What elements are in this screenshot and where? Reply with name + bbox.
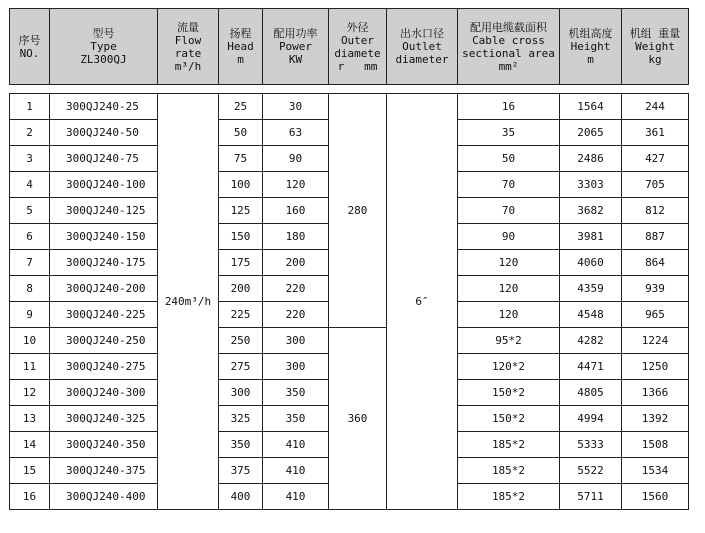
unit-weight-cell: 244: [622, 94, 689, 120]
unit-height-cell: 3303: [560, 172, 622, 198]
header-head-zh: 扬程: [229, 27, 252, 40]
head-cell: 200: [219, 276, 263, 302]
unit-height-cell: 4805: [560, 380, 622, 406]
head-cell: 25: [219, 94, 263, 120]
unit-height-cell: 4548: [560, 302, 622, 328]
header-height-zh: 机组高度: [568, 27, 613, 40]
unit-height-cell: 4060: [560, 250, 622, 276]
header-flow-unit: m³/h: [174, 59, 202, 73]
unit-weight-cell: 965: [622, 302, 689, 328]
header-type-en: Type: [90, 40, 117, 53]
table-row: [10, 328, 689, 354]
head-cell: 325: [219, 406, 263, 432]
power-cell: 410: [263, 484, 329, 510]
header-weight-unit: kg: [648, 53, 662, 66]
unit-height-cell: 4994: [560, 406, 622, 432]
model-cell: 300QJ240-225: [50, 302, 158, 328]
power-cell: 200: [263, 250, 329, 276]
row-number-cell: 1: [10, 94, 50, 120]
model-cell: 300QJ240-75: [50, 146, 158, 172]
model-cell: 300QJ240-200: [50, 276, 158, 302]
header-cable-zh: 配用电缆截面积: [470, 20, 547, 34]
header-cable-unit: mm²: [498, 59, 519, 73]
header-cable-en-2: sectional area: [462, 46, 555, 60]
model-cell: 300QJ240-350: [50, 432, 158, 458]
header-table: [9, 8, 689, 85]
head-cell: 125: [219, 198, 263, 224]
outlet-diameter-cell: 6″: [387, 94, 458, 510]
head-cell: 275: [219, 354, 263, 380]
row-number-cell: 13: [10, 406, 50, 432]
header-flow-en-2: rate: [174, 46, 202, 60]
header-no-zh: 序号: [18, 33, 41, 47]
header-no-en: NO.: [19, 46, 40, 60]
unit-height-cell: 3682: [560, 198, 622, 224]
header-height-unit: m: [587, 53, 594, 66]
header-height-en: Height: [570, 40, 611, 53]
header-outer-en-3: r mm: [337, 59, 378, 73]
unit-weight-cell: 705: [622, 172, 689, 198]
flow-rate-cell: 240m³/h: [158, 94, 219, 510]
header-outlet-zh: 出水口径: [400, 27, 444, 40]
cable-area-cell: 90: [458, 224, 560, 250]
table-row: [10, 94, 689, 120]
header-head-unit: m: [237, 53, 244, 66]
header-power-zh: 配用功率: [273, 27, 318, 40]
power-cell: 410: [263, 432, 329, 458]
header-flow-en-1: Flow: [174, 33, 202, 47]
header-type: [50, 9, 158, 85]
header-cable: [458, 9, 560, 85]
power-cell: 300: [263, 328, 329, 354]
cable-area-cell: 185*2: [458, 458, 560, 484]
header-power-unit: KW: [288, 53, 303, 66]
model-cell: 300QJ240-250: [50, 328, 158, 354]
header-power: [263, 9, 329, 85]
head-cell: 300: [219, 380, 263, 406]
row-number-cell: 6: [10, 224, 50, 250]
head-cell: 375: [219, 458, 263, 484]
unit-height-cell: 2065: [560, 120, 622, 146]
unit-height-cell: 4282: [560, 328, 622, 354]
header-outlet: [387, 9, 458, 85]
cable-area-cell: 35: [458, 120, 560, 146]
cable-area-cell: 120: [458, 276, 560, 302]
head-cell: 100: [219, 172, 263, 198]
model-cell: 300QJ240-25: [50, 94, 158, 120]
power-cell: 350: [263, 406, 329, 432]
unit-height-cell: 5333: [560, 432, 622, 458]
header-power-en: Power: [278, 40, 313, 53]
header-outlet-en-2: diameter: [395, 53, 449, 66]
header-height: [560, 9, 622, 85]
power-cell: 30: [263, 94, 329, 120]
outer-diameter-cell: 360: [329, 328, 387, 510]
cable-area-cell: 150*2: [458, 380, 560, 406]
cable-area-cell: 120: [458, 302, 560, 328]
cable-area-cell: 70: [458, 172, 560, 198]
header-type-series: ZL300QJ: [80, 53, 127, 66]
model-cell: 300QJ240-175: [50, 250, 158, 276]
row-number-cell: 5: [10, 198, 50, 224]
unit-weight-cell: 887: [622, 224, 689, 250]
model-cell: 300QJ240-125: [50, 198, 158, 224]
model-cell: 300QJ240-400: [50, 484, 158, 510]
row-number-cell: 12: [10, 380, 50, 406]
head-cell: 225: [219, 302, 263, 328]
header-flow-zh: 流量: [177, 20, 199, 34]
row-number-cell: 11: [10, 354, 50, 380]
header-outer: [329, 9, 387, 85]
unit-height-cell: 5711: [560, 484, 622, 510]
power-cell: 63: [263, 120, 329, 146]
cable-area-cell: 120: [458, 250, 560, 276]
power-cell: 160: [263, 198, 329, 224]
model-cell: 300QJ240-275: [50, 354, 158, 380]
unit-weight-cell: 1392: [622, 406, 689, 432]
head-cell: 150: [219, 224, 263, 250]
cable-area-cell: 150*2: [458, 406, 560, 432]
head-cell: 75: [219, 146, 263, 172]
header-head-en: Head: [227, 40, 254, 53]
spec-table: [9, 93, 689, 510]
header-no: [10, 9, 50, 85]
unit-weight-cell: 427: [622, 146, 689, 172]
unit-height-cell: 3981: [560, 224, 622, 250]
model-cell: 300QJ240-325: [50, 406, 158, 432]
cable-area-cell: 95*2: [458, 328, 560, 354]
cable-area-cell: 16: [458, 94, 560, 120]
row-number-cell: 3: [10, 146, 50, 172]
cable-area-cell: 70: [458, 198, 560, 224]
row-number-cell: 2: [10, 120, 50, 146]
cable-area-cell: 50: [458, 146, 560, 172]
unit-weight-cell: 1224: [622, 328, 689, 354]
row-number-cell: 14: [10, 432, 50, 458]
unit-height-cell: 2486: [560, 146, 622, 172]
power-cell: 220: [263, 302, 329, 328]
unit-weight-cell: 1534: [622, 458, 689, 484]
cable-area-cell: 185*2: [458, 484, 560, 510]
model-cell: 300QJ240-50: [50, 120, 158, 146]
unit-weight-cell: 1366: [622, 380, 689, 406]
row-number-cell: 15: [10, 458, 50, 484]
header-head: [219, 9, 263, 85]
cable-area-cell: 185*2: [458, 432, 560, 458]
unit-weight-cell: 812: [622, 198, 689, 224]
model-cell: 300QJ240-375: [50, 458, 158, 484]
header-outer-en-2: diamete: [334, 46, 381, 60]
unit-weight-cell: 361: [622, 120, 689, 146]
unit-weight-cell: 1560: [622, 484, 689, 510]
row-number-cell: 10: [10, 328, 50, 354]
header-cable-en-1: Cable cross: [472, 33, 545, 47]
header-weight: [622, 9, 689, 85]
header-outlet-en-1: Outlet: [402, 40, 442, 53]
unit-weight-cell: 864: [622, 250, 689, 276]
row-number-cell: 9: [10, 302, 50, 328]
model-cell: 300QJ240-100: [50, 172, 158, 198]
model-cell: 300QJ240-300: [50, 380, 158, 406]
head-cell: 250: [219, 328, 263, 354]
unit-height-cell: 4359: [560, 276, 622, 302]
head-cell: 400: [219, 484, 263, 510]
header-flow: [158, 9, 219, 85]
power-cell: 350: [263, 380, 329, 406]
header-type-zh: 型号: [92, 27, 115, 40]
power-cell: 180: [263, 224, 329, 250]
row-number-cell: 7: [10, 250, 50, 276]
header-outer-en-1: Outer: [340, 33, 375, 47]
unit-weight-cell: 1508: [622, 432, 689, 458]
unit-height-cell: 4471: [560, 354, 622, 380]
header-outer-zh: 外径: [346, 20, 369, 34]
power-cell: 220: [263, 276, 329, 302]
unit-weight-cell: 939: [622, 276, 689, 302]
header-weight-en: Weight: [635, 40, 675, 53]
unit-height-cell: 1564: [560, 94, 622, 120]
power-cell: 120: [263, 172, 329, 198]
head-cell: 350: [219, 432, 263, 458]
unit-weight-cell: 1250: [622, 354, 689, 380]
row-number-cell: 4: [10, 172, 50, 198]
head-cell: 50: [219, 120, 263, 146]
outer-diameter-cell: 280: [329, 94, 387, 328]
header-weight-zh: 机组 重量: [629, 27, 681, 40]
unit-height-cell: 5522: [560, 458, 622, 484]
head-cell: 175: [219, 250, 263, 276]
row-number-cell: 8: [10, 276, 50, 302]
model-cell: 300QJ240-150: [50, 224, 158, 250]
power-cell: 300: [263, 354, 329, 380]
power-cell: 90: [263, 146, 329, 172]
power-cell: 410: [263, 458, 329, 484]
row-number-cell: 16: [10, 484, 50, 510]
cable-area-cell: 120*2: [458, 354, 560, 380]
